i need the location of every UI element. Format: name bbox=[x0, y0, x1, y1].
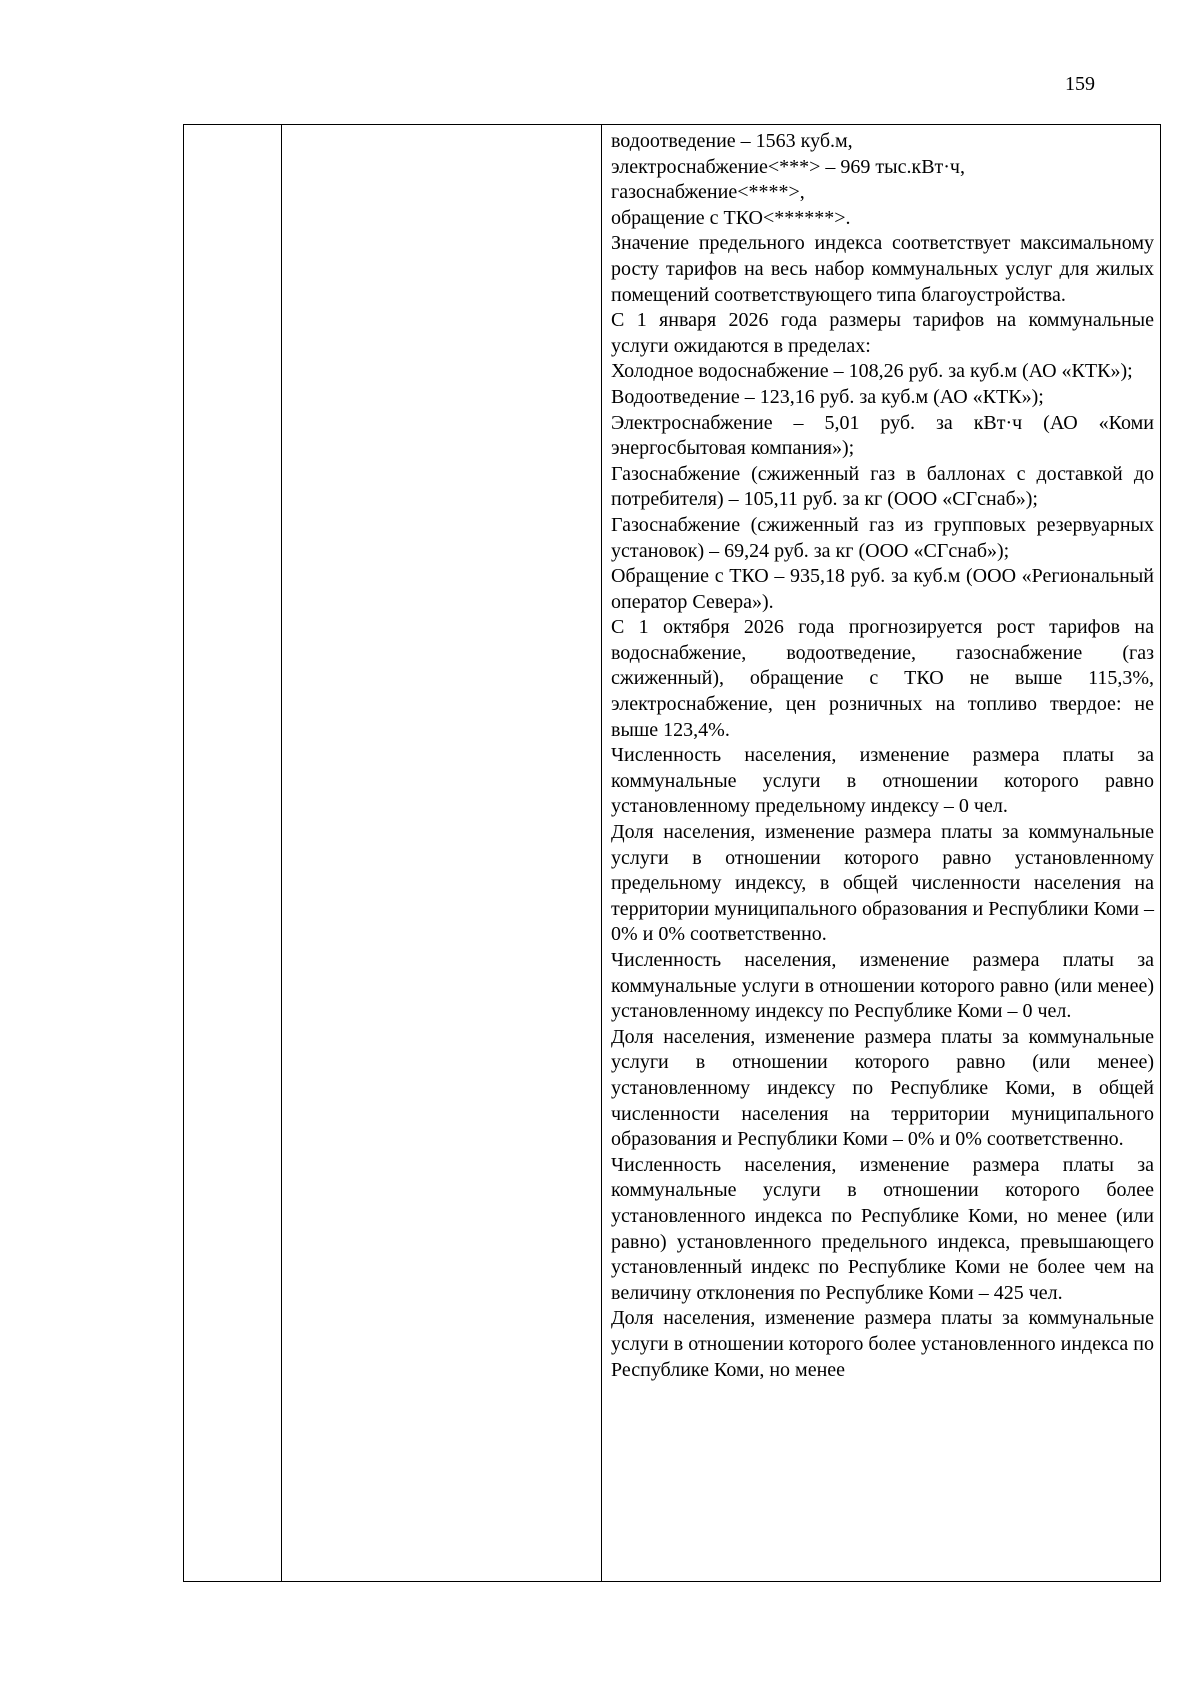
paragraph: водоотведение – 1563 куб.м, bbox=[611, 130, 853, 152]
paragraph: электроснабжение<***> – 969 тыс.кВт·ч, bbox=[611, 155, 965, 178]
paragraph: газоснабжение<****>, bbox=[611, 181, 805, 204]
column-divider-1 bbox=[281, 125, 282, 1581]
paragraph: Холодное водоснабжение – 108,26 руб. за куб.м (АО «КТК»); bbox=[611, 360, 1133, 383]
paragraph: Газоснабжение (сжиженный газ из групповых резервуарных установок) – 69,24 руб. за кг (ООО «СГснаб»); bbox=[611, 513, 1154, 562]
column-divider-2 bbox=[601, 125, 602, 1581]
paragraph: Газоснабжение (сжиженный газ в баллонах с доставкой до потребителя) – 105,11 руб. за кг (ООО «СГснаб»); bbox=[611, 462, 1154, 511]
document-table bbox=[183, 124, 1161, 1582]
paragraph: Численность населения, изменение размера платы за коммунальные услуги в отношении которого равно установленному предельному индексу – 0 чел. bbox=[611, 744, 1154, 818]
paragraph: Численность населения, изменение размера платы за коммунальные услуги в отношении которого более установленного индекса по Республике Коми, но менее (или равно) установленного предельного индекса, превышающего установленный индекс по Республике Коми не более чем на величину отклонения по Республике Коми – 425 чел. bbox=[611, 1153, 1154, 1304]
paragraph: Доля населения, изменение размера платы за коммунальные услуги в отношении которого равно установленному предельному индексу, в общей численности населения на территории муниципального образования и Республики Коми – 0% и 0% соответственно. bbox=[611, 821, 1154, 946]
paragraph: Электроснабжение – 5,01 руб. за кВт·ч (АО «Коми энергосбытовая компания»); bbox=[611, 411, 1154, 460]
paragraph: Обращение с ТКО – 935,18 руб. за куб.м (ООО «Региональный оператор Севера»). bbox=[611, 565, 1154, 613]
paragraph: Доля населения, изменение размера платы за коммунальные услуги в отношении которого равно (или менее) установленному индексу по Республике Коми, в общей численности населения на территории муниципального образования и Республики Коми – 0% и 0% соответственно. bbox=[611, 1025, 1154, 1151]
paragraph: обращение с ТКО<******>. bbox=[611, 206, 851, 229]
paragraph: Доля населения, изменение размера платы за коммунальные услуги в отношении которого более установленного индекса по Республике Коми, но менее bbox=[611, 1307, 1155, 1381]
page-number: 159 bbox=[1065, 73, 1095, 95]
paragraph: С 1 октября 2026 года прогнозируется рост тарифов на водоснабжение, водоотведение, газоснабжение (газ сжиженный), обращение с ТКО не выше 115,3%, электроснабжение, цен розничных на топливо твердое: не выше 123,4%. bbox=[611, 616, 1154, 741]
paragraph: Водоотведение – 123,16 руб. за куб.м (АО «КТК»); bbox=[611, 385, 1044, 408]
paragraph: С 1 января 2026 года размеры тарифов на коммунальные услуги ожидаются в пределах: bbox=[611, 309, 1154, 357]
paragraph: Значение предельного индекса соответствует максимальному росту тарифов на весь набор коммунальных услуг для жилых помещений соответствующего типа благоустройства. bbox=[611, 232, 1154, 306]
paragraph: Численность населения, изменение размера платы за коммунальные услуги в отношении которого равно (или менее) установленному индексу по Республике Коми – 0 чел. bbox=[611, 949, 1154, 1023]
table-cell-text bbox=[611, 129, 1154, 1383]
